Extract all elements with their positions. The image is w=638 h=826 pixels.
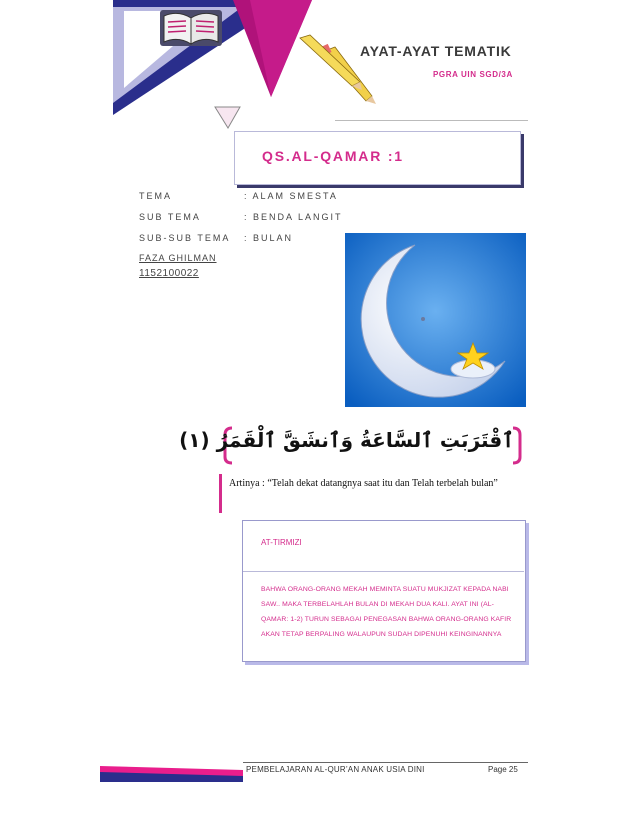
footer-divider bbox=[243, 762, 528, 763]
verse-bracket-right bbox=[513, 428, 520, 463]
moon-illustration bbox=[345, 233, 526, 407]
meta-value-tema: : ALAM SMESTA bbox=[244, 191, 338, 201]
page-number: Page 25 bbox=[488, 765, 518, 774]
meta-value-subtema: : BENDA LANGIT bbox=[244, 212, 343, 222]
arabic-verse: ٱقْتَرَبَتِ ٱلسَّاعَةُ وَٱنشَقَّ ٱلْقَمَرُ (١) bbox=[179, 428, 514, 452]
meta-value-subsubtema: : BULAN bbox=[244, 233, 294, 243]
meta-label-subtema: SUB TEMA bbox=[139, 212, 201, 222]
author-name: FAZA GHILMAN bbox=[139, 253, 217, 263]
meta-label-tema: TEMA bbox=[139, 191, 173, 201]
section-title: QS.AL-QAMAR :1 bbox=[262, 148, 404, 164]
header-subtitle: PGRA UIN SGD/3A bbox=[433, 70, 513, 79]
footer-title: PEMBELAJARAN AL-QUR’AN ANAK USIA DINI bbox=[246, 765, 425, 774]
author-nim: 1152100022 bbox=[139, 268, 199, 279]
small-triangle bbox=[215, 107, 240, 128]
tafsir-body: BAHWA ORANG-ORANG MEKAH MEMINTA SUATU MUKJIZAT KEPADA NABI SAW.. MAKA TERBELAHLAH BULAN DI MEKAH DUA KALI. AYAT INI (AL-QAMAR: 1-2) TURUN SEBAGAI PENEGASAN BAHWA ORANG-ORANG KAFIR AKAN TETAP BERPALING WALAUPUN SUDAH DIPENUHI KEINGINANNYA bbox=[261, 586, 512, 638]
meta-label-subsubtema: SUB-SUB TEMA bbox=[139, 233, 231, 243]
tafsir-divider bbox=[243, 571, 524, 572]
pencil-icon bbox=[300, 35, 362, 90]
header-divider bbox=[335, 120, 528, 121]
tafsir-source: AT-TIRMIZI bbox=[261, 538, 302, 547]
header-title: AYAT-AYAT TEMATIK bbox=[360, 43, 512, 59]
translation-text: Artinya : “Telah dekat datangnya saat itu dan Telah terbelah bulan” bbox=[229, 478, 498, 489]
book-icon bbox=[160, 10, 222, 46]
